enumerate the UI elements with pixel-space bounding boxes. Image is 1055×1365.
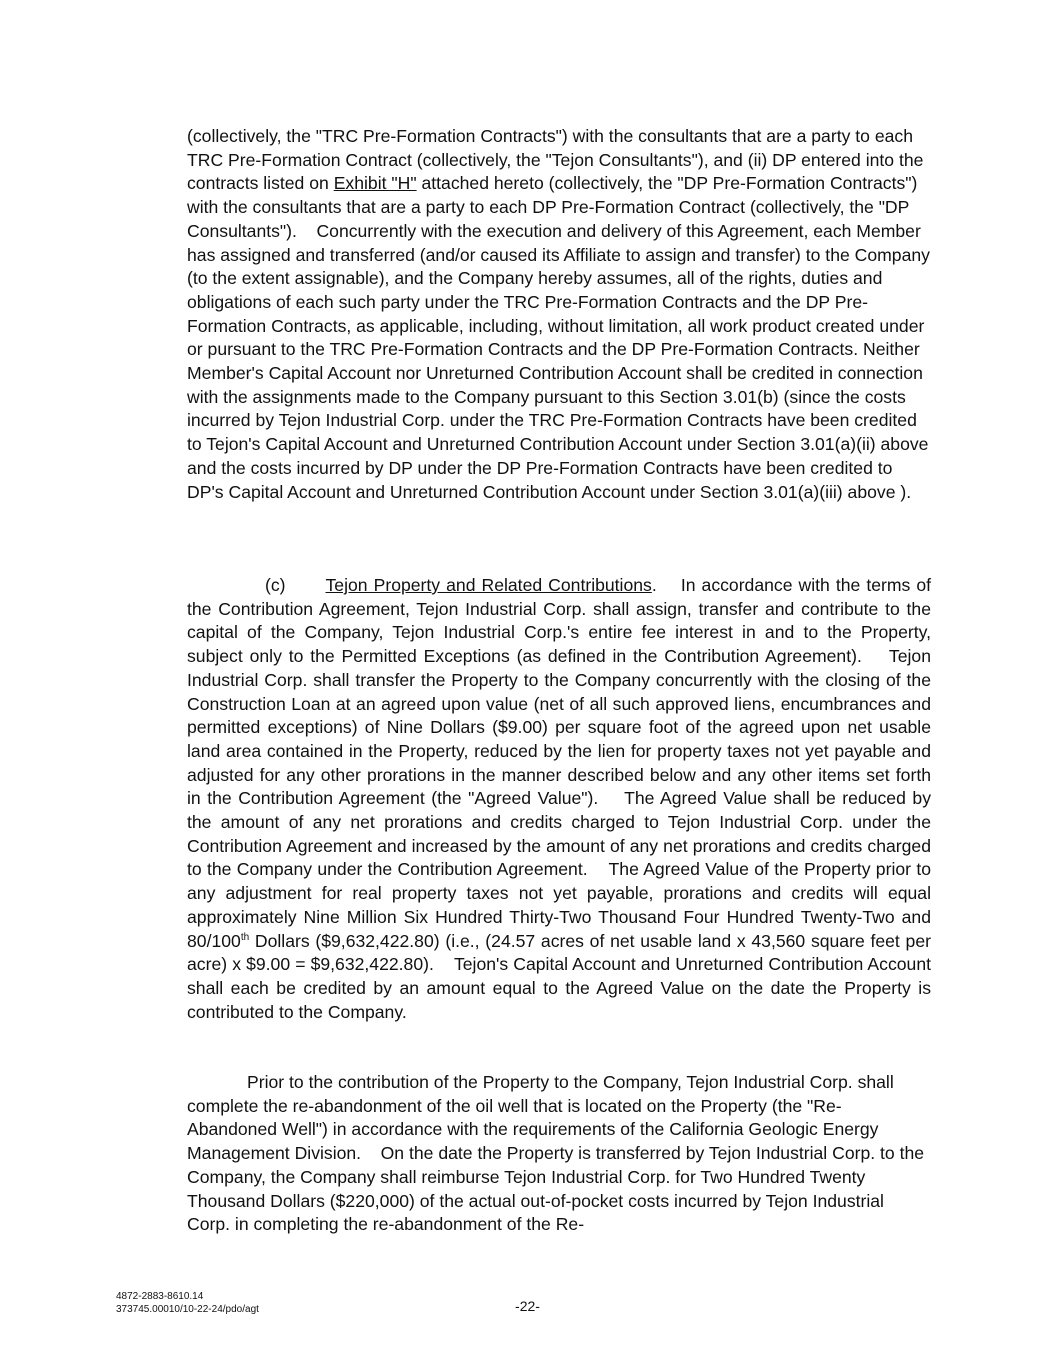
section-label: (c)	[265, 575, 286, 595]
paragraph-text: . In accordance with the terms of the Contribution Agreement, Tejon Industrial Corp. shall assign, transfer and contribute to the capital of the Company, Tejon Industrial Corp.'s entire fee interest in and to the Property, subject only to the Permitted Exceptions (as defined in the Contribution Agreement). Tejon Industrial Corp. shall transfer the Property to the Company concurrently with the closing of the Construction Loan at an agreed upon value (net of all such approved liens, encumbrances and permitted exceptions) of Nine Dollars ($9.00) per square foot of the agreed upon net usable land area contained in the Property, reduced by the lien for property taxes not yet payable and adjusted for any other prorations in the manner described below and any other items set forth in the Contribution Agreement (the "Agreed Value"). The Agreed Value shall be reduced by the amount of any net prorations and credits charged to Tejon Industrial Corp. under the Contribution Agreement and increased by the amount of any net prorations and credits charged to the Company under the Contribution Agreement. The Agreed Value of the Property prior to any adjustment for real property taxes not yet payable, prorations and credits will equal approximately Nine Million Six Hundred Thirty-Two Thousand Four Hundred Twenty-Two and 80/100	[187, 575, 932, 951]
section-heading: Tejon Property and Related Contributions	[325, 575, 652, 595]
footer-doc-id: 4872-2883-8610.14	[116, 1291, 204, 1302]
paragraph-text: attached hereto (collectively, the "DP Pre-Formation Contracts") with the consultants that are a party to each DP Pre-Formation Contract (collectively, the "DP Consultants"). Concurrently with the execution and delivery of this Agreement, each Member has assigned and transferred (and/or caused its Affiliate to assign and transfer) to the Company (to the extent assignable), and the Company hereby assumes, all of the rights, duties and obligations of each such party under the TRC Pre-Formation Contracts and the DP Pre-Formation Contracts, as applicable, including, without limitation, all work product created under or pursuant to the TRC Pre-Formation Contracts and the DP Pre-Formation Contracts. Neither Member's Capital Account nor Unreturned Contribution Account shall be credited in connection with the assignments made to the Company pursuant to this Section 3.01(b) (since the costs incurred by Tejon Industrial Corp. under the TRC Pre-Formation Contracts have been credited to Tejon's Capital Account and Unreturned Contribution Account under Section 3.01(a)(ii) above and the costs incurred by DP under the DP Pre-Formation Contracts have been credited to DP's Capital Account and Unreturned Contribution Account under Section 3.01(a)(iii) above ).	[187, 173, 930, 502]
paragraph-text: Dollars ($9,632,422.80) (i.e., (24.57 acres of net usable land x 43,560 square feet per acre) x $9.00 = $9,632,422.80). Tejon's Capital Account and Unreturned Contribution Account shall each be credited by an amount equal to the Agreed Value on the date the Property is contributed to the Company.	[187, 930, 931, 1022]
footer-file-ref: 373745.00010/10-22-24/pdo/agt	[116, 1303, 259, 1315]
paragraph-text: Prior to the contribution of the Property to the Company, Tejon Industrial Corp. shall complete the re-abandonment of the oil well that is located on the Property (the "Re-Abandoned Well") in accordance with the requirements of the California Geologic Energy Management Division. On the date the Property is transferred by Tejon Industrial Corp. to the Company, the Company shall reimburse Tejon Industrial Corp. for Two Hundred Twenty Thousand Dollars ($220,000) of the actual out-of-pocket costs incurred by Tejon Industrial Corp. in completing the re-abandonment of the Re-	[187, 1072, 925, 1235]
paragraph-text: (collectively, the "TRC Pre-Formation Contracts") with the consultants that are a party to each TRC Pre-Formation Contract (collectively, the "Tejon Consultants"), and (ii) DP entered into the contracts listed on	[187, 126, 924, 194]
exhibit-h-reference: Exhibit "H"	[333, 173, 417, 194]
ordinal-superscript: th	[240, 931, 250, 943]
paragraph-re-abandoned-well	[187, 1071, 931, 1237]
paragraph-tejon-property-contributions	[187, 574, 931, 1024]
paragraph-trc-dp-contracts	[187, 125, 931, 504]
page-number: -22-	[515, 1298, 540, 1314]
